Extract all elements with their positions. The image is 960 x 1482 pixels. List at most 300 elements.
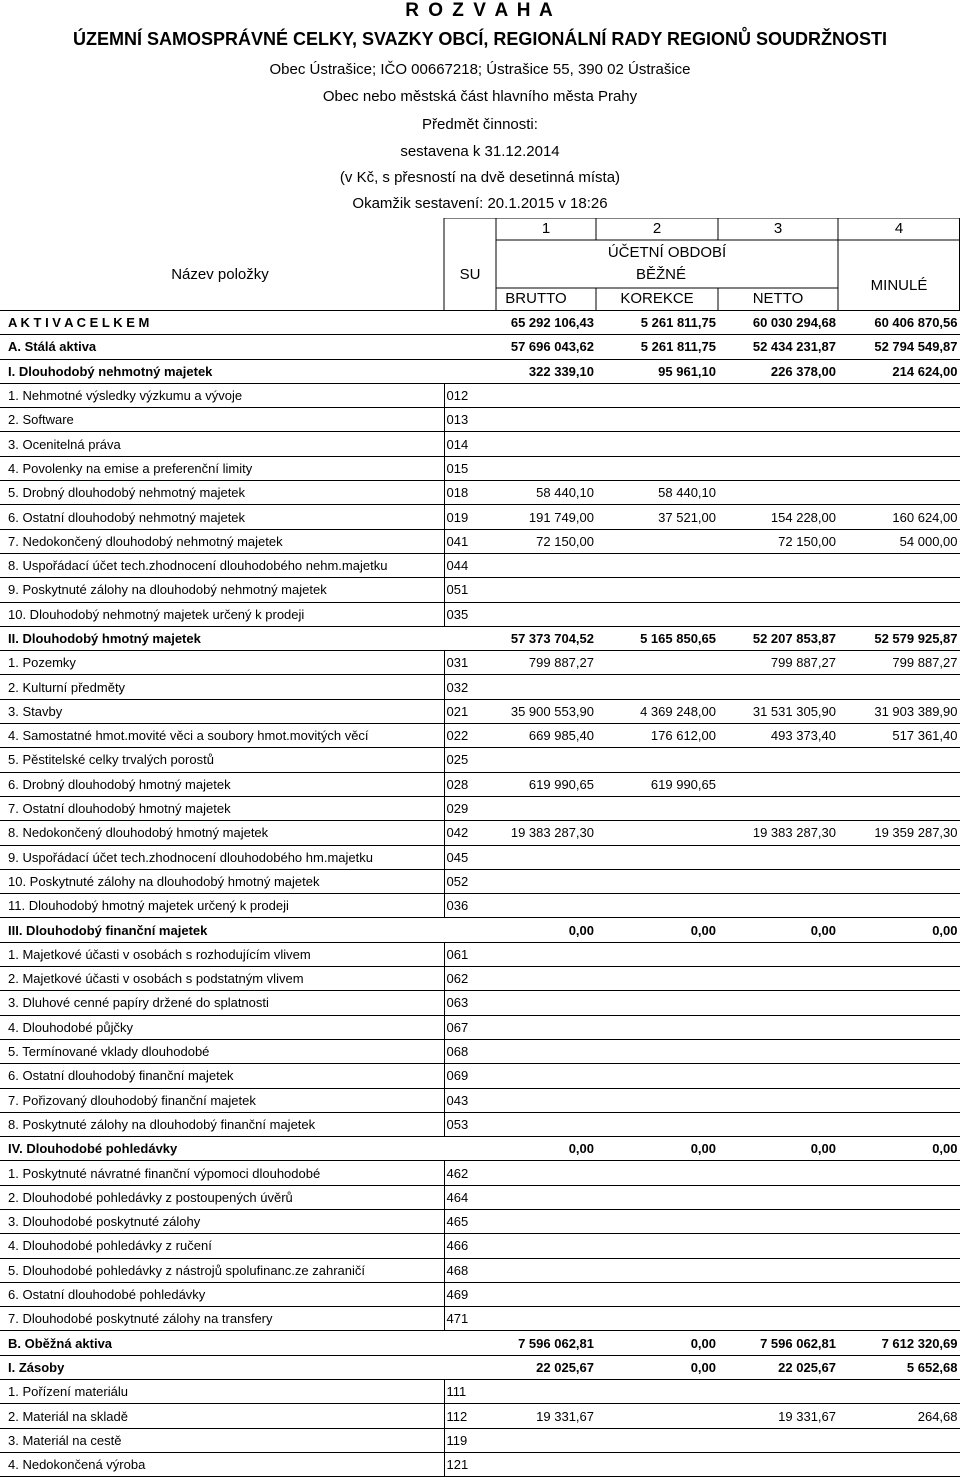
row-netto-cell: 52 434 231,87: [718, 335, 838, 359]
row-netto-cell: [718, 845, 838, 869]
row-su-cell: 062: [444, 967, 496, 991]
section-row: [0, 1331, 960, 1355]
row-brutto-cell: [496, 1209, 596, 1233]
row-brutto-cell: [496, 1452, 596, 1476]
row-netto-cell: 226 378,00: [718, 359, 838, 383]
row-netto-cell: [718, 432, 838, 456]
row-brutto-cell: [496, 1258, 596, 1282]
korekce-header: KOREKCE: [620, 290, 694, 307]
document-title: R O Z V A H A: [405, 0, 555, 21]
row-su-cell: 468: [444, 1258, 496, 1282]
row-korekce-cell: [596, 1015, 718, 1039]
row-korekce-cell: 0,00: [596, 1331, 718, 1355]
row-su-cell: [444, 626, 496, 650]
table-row: [0, 967, 960, 991]
row-minule-cell: [838, 894, 960, 918]
row-minule-cell: 160 624,00: [838, 505, 960, 529]
row-brutto-cell: [496, 1064, 596, 1088]
row-name-cell: 7. Dlouhodobé poskytnuté zálohy na transfery: [0, 1307, 444, 1331]
row-su-cell: 035: [444, 602, 496, 626]
row-netto-cell: [718, 1452, 838, 1476]
row-minule-cell: [838, 675, 960, 699]
row-name-cell: A K T I V A C E L K E M: [0, 311, 444, 335]
table-row: [0, 1282, 960, 1306]
row-minule-cell: [838, 1112, 960, 1136]
row-korekce-cell: [596, 432, 718, 456]
row-netto-cell: [718, 578, 838, 602]
row-brutto-cell: [496, 1112, 596, 1136]
row-minule-cell: 7 612 320,69: [838, 1331, 960, 1355]
row-brutto-cell: [496, 1282, 596, 1306]
row-korekce-cell: [596, 821, 718, 845]
row-minule-cell: [838, 1282, 960, 1306]
row-minule-cell: [838, 772, 960, 796]
row-name-cell: 4. Samostatné hmot.movité věci a soubory hmot.movitých věcí: [0, 724, 444, 748]
row-brutto-cell: [496, 845, 596, 869]
row-netto-cell: [718, 748, 838, 772]
row-name-cell: 9. Poskytnuté zálohy na dlouhodobý nehmotný majetek: [0, 578, 444, 602]
row-minule-cell: [838, 942, 960, 966]
row-brutto-cell: [496, 578, 596, 602]
row-brutto-cell: [496, 602, 596, 626]
row-name-cell: 8. Nedokončený dlouhodobý hmotný majetek: [0, 821, 444, 845]
column-number-3: 3: [773, 220, 783, 237]
row-minule-cell: [838, 1452, 960, 1476]
row-name-cell: 4. Povolenky na emise a preferenční limity: [0, 456, 444, 480]
row-netto-cell: [718, 1112, 838, 1136]
current-period-header: BĚŽNÉ: [635, 266, 686, 283]
row-korekce-cell: [596, 942, 718, 966]
row-minule-cell: 0,00: [838, 918, 960, 942]
row-su-cell: [444, 311, 496, 335]
row-korekce-cell: [596, 675, 718, 699]
table-row: [0, 748, 960, 772]
row-su-cell: 112: [444, 1404, 496, 1428]
netto-header: NETTO: [752, 290, 804, 307]
row-minule-cell: [838, 748, 960, 772]
row-brutto-cell: [496, 1015, 596, 1039]
row-name-cell: I. Zásoby: [0, 1355, 444, 1379]
table-row: [0, 796, 960, 820]
row-minule-cell: [838, 602, 960, 626]
entity-line: Obec Ústrašice; IČO 00667218; Ústrašice 55, 390 02 Ústrašice: [269, 61, 691, 78]
row-korekce-cell: [596, 578, 718, 602]
report-date-line: sestavena k 31.12.2014: [400, 143, 560, 160]
row-netto-cell: [718, 967, 838, 991]
row-netto-cell: [718, 1088, 838, 1112]
table-row: [0, 553, 960, 577]
row-netto-cell: [718, 942, 838, 966]
row-brutto-cell: 669 985,40: [496, 724, 596, 748]
row-su-cell: 063: [444, 991, 496, 1015]
row-su-cell: 464: [444, 1185, 496, 1209]
row-brutto-cell: 619 990,65: [496, 772, 596, 796]
row-netto-cell: [718, 553, 838, 577]
row-name-cell: 5. Dlouhodobé pohledávky z nástrojů spolufinanc.ze zahraničí: [0, 1258, 444, 1282]
row-brutto-cell: [496, 967, 596, 991]
row-korekce-cell: 0,00: [596, 918, 718, 942]
row-su-cell: 029: [444, 796, 496, 820]
row-su-cell: [444, 1137, 496, 1161]
row-brutto-cell: [496, 748, 596, 772]
row-korekce-cell: 5 165 850,65: [596, 626, 718, 650]
row-su-cell: 043: [444, 1088, 496, 1112]
row-name-cell: 10. Dlouhodobý nehmotný majetek určený k prodeji: [0, 602, 444, 626]
row-brutto-cell: 7 596 062,81: [496, 1331, 596, 1355]
row-korekce-cell: [596, 796, 718, 820]
row-minule-cell: [838, 1307, 960, 1331]
row-netto-cell: [718, 456, 838, 480]
row-su-cell: 025: [444, 748, 496, 772]
row-netto-cell: [718, 1064, 838, 1088]
row-brutto-cell: 65 292 106,43: [496, 311, 596, 335]
row-name-cell: 9. Uspořádací účet tech.zhodnocení dlouhodobého hm.majetku: [0, 845, 444, 869]
row-su-cell: 015: [444, 456, 496, 480]
row-korekce-cell: 176 612,00: [596, 724, 718, 748]
row-name-cell: 4. Dlouhodobé pohledávky z ručení: [0, 1234, 444, 1258]
row-korekce-cell: 0,00: [596, 1137, 718, 1161]
table-row: [0, 651, 960, 675]
row-netto-cell: [718, 1258, 838, 1282]
row-minule-cell: [838, 991, 960, 1015]
row-su-cell: 052: [444, 869, 496, 893]
row-su-cell: 036: [444, 894, 496, 918]
row-minule-cell: [838, 796, 960, 820]
table-row: [0, 1112, 960, 1136]
row-su-cell: 466: [444, 1234, 496, 1258]
row-minule-cell: [838, 408, 960, 432]
row-netto-cell: [718, 894, 838, 918]
row-korekce-cell: 58 440,10: [596, 481, 718, 505]
row-netto-cell: [718, 1015, 838, 1039]
row-minule-cell: [838, 553, 960, 577]
row-minule-cell: [838, 1161, 960, 1185]
row-korekce-cell: [596, 1428, 718, 1452]
row-korekce-cell: 5 261 811,75: [596, 311, 718, 335]
timestamp-line: Okamžik sestavení: 20.1.2015 v 18:26: [352, 195, 608, 212]
row-brutto-cell: [496, 675, 596, 699]
row-name-cell: 1. Majetkové účasti v osobách s rozhodujícím vlivem: [0, 942, 444, 966]
row-brutto-cell: [496, 432, 596, 456]
row-minule-cell: [838, 481, 960, 505]
row-brutto-cell: 19 383 287,30: [496, 821, 596, 845]
row-brutto-cell: 22 025,67: [496, 1355, 596, 1379]
table-row: [0, 991, 960, 1015]
row-brutto-cell: [496, 869, 596, 893]
row-brutto-cell: [496, 1088, 596, 1112]
row-su-cell: 044: [444, 553, 496, 577]
row-netto-cell: 31 531 305,90: [718, 699, 838, 723]
row-brutto-cell: 35 900 553,90: [496, 699, 596, 723]
row-name-cell: 7. Ostatní dlouhodobý hmotný majetek: [0, 796, 444, 820]
row-brutto-cell: [496, 383, 596, 407]
row-brutto-cell: [496, 796, 596, 820]
row-brutto-cell: [496, 942, 596, 966]
row-name-cell: 1. Pozemky: [0, 651, 444, 675]
row-su-cell: 053: [444, 1112, 496, 1136]
row-name-cell: 2. Majetkové účasti v osobách s podstatným vlivem: [0, 967, 444, 991]
row-name-cell: I. Dlouhodobý nehmotný majetek: [0, 359, 444, 383]
row-su-cell: 051: [444, 578, 496, 602]
row-name-cell: 4. Nedokončená výroba: [0, 1452, 444, 1476]
row-korekce-cell: [596, 1258, 718, 1282]
row-su-cell: 018: [444, 481, 496, 505]
row-brutto-cell: [496, 1428, 596, 1452]
row-name-cell: 2. Dlouhodobé pohledávky z postoupených úvěrů: [0, 1185, 444, 1209]
row-su-cell: 067: [444, 1015, 496, 1039]
table-row: [0, 578, 960, 602]
table-row: [0, 408, 960, 432]
table-row: [0, 845, 960, 869]
row-netto-cell: [718, 796, 838, 820]
table-row: [0, 1209, 960, 1233]
row-korekce-cell: [596, 383, 718, 407]
row-minule-cell: [838, 1258, 960, 1282]
row-su-cell: 068: [444, 1039, 496, 1063]
row-su-cell: 119: [444, 1428, 496, 1452]
row-brutto-cell: 191 749,00: [496, 505, 596, 529]
row-korekce-cell: [596, 967, 718, 991]
row-minule-cell: [838, 967, 960, 991]
row-netto-cell: [718, 602, 838, 626]
table-row: [0, 1428, 960, 1452]
row-korekce-cell: [596, 991, 718, 1015]
row-brutto-cell: [496, 1161, 596, 1185]
row-minule-cell: [838, 869, 960, 893]
row-name-cell: 5. Pěstitelské celky trvalých porostů: [0, 748, 444, 772]
table-row: [0, 1452, 960, 1476]
row-su-cell: [444, 918, 496, 942]
row-minule-cell: [838, 1039, 960, 1063]
activity-line: Předmět činnosti:: [422, 116, 538, 133]
row-netto-cell: 72 150,00: [718, 529, 838, 553]
row-minule-cell: [838, 456, 960, 480]
row-korekce-cell: [596, 1282, 718, 1306]
row-netto-cell: 0,00: [718, 1137, 838, 1161]
row-korekce-cell: [596, 553, 718, 577]
row-minule-cell: [838, 1064, 960, 1088]
row-su-cell: 069: [444, 1064, 496, 1088]
row-netto-cell: 52 207 853,87: [718, 626, 838, 650]
row-name-cell: 1. Pořízení materiálu: [0, 1380, 444, 1404]
row-su-cell: 469: [444, 1282, 496, 1306]
row-name-cell: 2. Software: [0, 408, 444, 432]
table-row: [0, 821, 960, 845]
row-korekce-cell: [596, 1185, 718, 1209]
row-su-cell: 462: [444, 1161, 496, 1185]
table-row: [0, 432, 960, 456]
row-korekce-cell: [596, 1452, 718, 1476]
row-brutto-cell: 57 373 704,52: [496, 626, 596, 650]
row-su-cell: 028: [444, 772, 496, 796]
row-su-cell: 471: [444, 1307, 496, 1331]
document-subtitle: ÚZEMNÍ SAMOSPRÁVNÉ CELKY, SVAZKY OBCÍ, REGIONÁLNÍ RADY REGIONŮ SOUDRŽNOSTI: [72, 29, 888, 49]
row-su-cell: 032: [444, 675, 496, 699]
row-name-cell: 7. Pořizovaný dlouhodobý finanční majetek: [0, 1088, 444, 1112]
row-netto-cell: [718, 675, 838, 699]
row-su-cell: [444, 335, 496, 359]
row-minule-cell: 5 652,68: [838, 1355, 960, 1379]
row-minule-cell: 517 361,40: [838, 724, 960, 748]
row-brutto-cell: [496, 1380, 596, 1404]
table-row: [0, 1307, 960, 1331]
row-brutto-cell: [496, 408, 596, 432]
row-korekce-cell: [596, 602, 718, 626]
row-minule-cell: [838, 1015, 960, 1039]
table-row: [0, 772, 960, 796]
row-minule-cell: 264,68: [838, 1404, 960, 1428]
row-brutto-cell: 0,00: [496, 918, 596, 942]
row-netto-cell: 493 373,40: [718, 724, 838, 748]
row-brutto-cell: 322 339,10: [496, 359, 596, 383]
row-su-cell: 031: [444, 651, 496, 675]
row-name-cell: 3. Dluhové cenné papíry držené do splatnosti: [0, 991, 444, 1015]
table-row: [0, 1088, 960, 1112]
row-korekce-cell: [596, 748, 718, 772]
row-name-cell: 2. Materiál na skladě: [0, 1404, 444, 1428]
row-name-cell: B. Oběžná aktiva: [0, 1331, 444, 1355]
row-name-cell: 5. Termínované vklady dlouhodobé: [0, 1039, 444, 1063]
column-su-header: SU: [459, 266, 481, 283]
row-korekce-cell: 619 990,65: [596, 772, 718, 796]
row-brutto-cell: [496, 1039, 596, 1063]
row-su-cell: 012: [444, 383, 496, 407]
row-minule-cell: 52 579 925,87: [838, 626, 960, 650]
row-brutto-cell: 57 696 043,62: [496, 335, 596, 359]
row-name-cell: 8. Poskytnuté zálohy na dlouhodobý finanční majetek: [0, 1112, 444, 1136]
row-minule-cell: 0,00: [838, 1137, 960, 1161]
row-brutto-cell: [496, 456, 596, 480]
row-korekce-cell: [596, 1380, 718, 1404]
balance-sheet-table: [0, 310, 960, 1477]
row-minule-cell: 60 406 870,56: [838, 311, 960, 335]
row-su-cell: [444, 1331, 496, 1355]
row-su-cell: 013: [444, 408, 496, 432]
column-number-4: 4: [894, 220, 904, 237]
row-minule-cell: [838, 1428, 960, 1452]
table-row: [0, 894, 960, 918]
table-row: [0, 869, 960, 893]
row-name-cell: 1. Poskytnuté návratné finanční výpomoci dlouhodobé: [0, 1161, 444, 1185]
table-row: [0, 505, 960, 529]
row-minule-cell: 54 000,00: [838, 529, 960, 553]
table-row: [0, 724, 960, 748]
row-minule-cell: 19 359 287,30: [838, 821, 960, 845]
row-brutto-cell: 0,00: [496, 1137, 596, 1161]
section-row: [0, 626, 960, 650]
row-name-cell: III. Dlouhodobý finanční majetek: [0, 918, 444, 942]
row-netto-cell: 0,00: [718, 918, 838, 942]
row-minule-cell: [838, 845, 960, 869]
table-row: [0, 1039, 960, 1063]
row-brutto-cell: [496, 1234, 596, 1258]
row-korekce-cell: 5 261 811,75: [596, 335, 718, 359]
row-minule-cell: 214 624,00: [838, 359, 960, 383]
row-korekce-cell: [596, 1064, 718, 1088]
section-row: [0, 1355, 960, 1379]
row-su-cell: [444, 1355, 496, 1379]
row-netto-cell: 154 228,00: [718, 505, 838, 529]
row-su-cell: 021: [444, 699, 496, 723]
row-minule-cell: 799 887,27: [838, 651, 960, 675]
table-row: [0, 602, 960, 626]
row-korekce-cell: 37 521,00: [596, 505, 718, 529]
row-name-cell: 3. Dlouhodobé poskytnuté zálohy: [0, 1209, 444, 1233]
table-row: [0, 675, 960, 699]
table-row: [0, 1234, 960, 1258]
row-korekce-cell: [596, 456, 718, 480]
row-netto-cell: [718, 1234, 838, 1258]
row-su-cell: 121: [444, 1452, 496, 1476]
units-line: (v Kč, s přesností na dvě desetinná místa): [339, 169, 621, 186]
row-korekce-cell: 0,00: [596, 1355, 718, 1379]
row-brutto-cell: 19 331,67: [496, 1404, 596, 1428]
row-minule-cell: [838, 578, 960, 602]
section-row: [0, 918, 960, 942]
row-brutto-cell: [496, 991, 596, 1015]
brutto-header: BRUTTO: [505, 290, 567, 307]
row-netto-cell: [718, 869, 838, 893]
table-row: [0, 1258, 960, 1282]
row-minule-cell: [838, 383, 960, 407]
row-netto-cell: [718, 383, 838, 407]
row-name-cell: 7. Nedokončený dlouhodobý nehmotný majetek: [0, 529, 444, 553]
row-netto-cell: [718, 1161, 838, 1185]
row-minule-cell: [838, 1185, 960, 1209]
row-su-cell: 014: [444, 432, 496, 456]
row-minule-cell: [838, 432, 960, 456]
row-brutto-cell: 58 440,10: [496, 481, 596, 505]
row-name-cell: 6. Drobný dlouhodobý hmotný majetek: [0, 772, 444, 796]
row-korekce-cell: [596, 1088, 718, 1112]
row-name-cell: 4. Dlouhodobé půjčky: [0, 1015, 444, 1039]
table-row: [0, 1015, 960, 1039]
row-name-cell: 6. Ostatní dlouhodobý finanční majetek: [0, 1064, 444, 1088]
table-row: [0, 1380, 960, 1404]
row-netto-cell: [718, 1039, 838, 1063]
row-name-cell: A. Stálá aktiva: [0, 335, 444, 359]
row-korekce-cell: [596, 845, 718, 869]
row-su-cell: 041: [444, 529, 496, 553]
row-brutto-cell: 799 887,27: [496, 651, 596, 675]
row-korekce-cell: [596, 894, 718, 918]
row-netto-cell: [718, 1307, 838, 1331]
row-su-cell: 022: [444, 724, 496, 748]
row-su-cell: 061: [444, 942, 496, 966]
table-row: [0, 529, 960, 553]
row-netto-cell: [718, 772, 838, 796]
row-name-cell: 8. Uspořádací účet tech.zhodnocení dlouhodobého nehm.majetku: [0, 553, 444, 577]
column-number-1: 1: [541, 220, 551, 237]
row-netto-cell: [718, 481, 838, 505]
row-korekce-cell: [596, 651, 718, 675]
row-netto-cell: [718, 991, 838, 1015]
row-netto-cell: 7 596 062,81: [718, 1331, 838, 1355]
column-number-2: 2: [652, 220, 662, 237]
row-name-cell: 3. Materiál na cestě: [0, 1428, 444, 1452]
row-netto-cell: [718, 1282, 838, 1306]
table-row: [0, 456, 960, 480]
row-korekce-cell: [596, 1112, 718, 1136]
row-korekce-cell: [596, 408, 718, 432]
row-su-cell: [444, 359, 496, 383]
table-row: [0, 1404, 960, 1428]
row-netto-cell: [718, 408, 838, 432]
row-name-cell: 10. Poskytnuté zálohy na dlouhodobý hmotný majetek: [0, 869, 444, 893]
table-row: [0, 383, 960, 407]
row-korekce-cell: [596, 1161, 718, 1185]
row-korekce-cell: [596, 1209, 718, 1233]
